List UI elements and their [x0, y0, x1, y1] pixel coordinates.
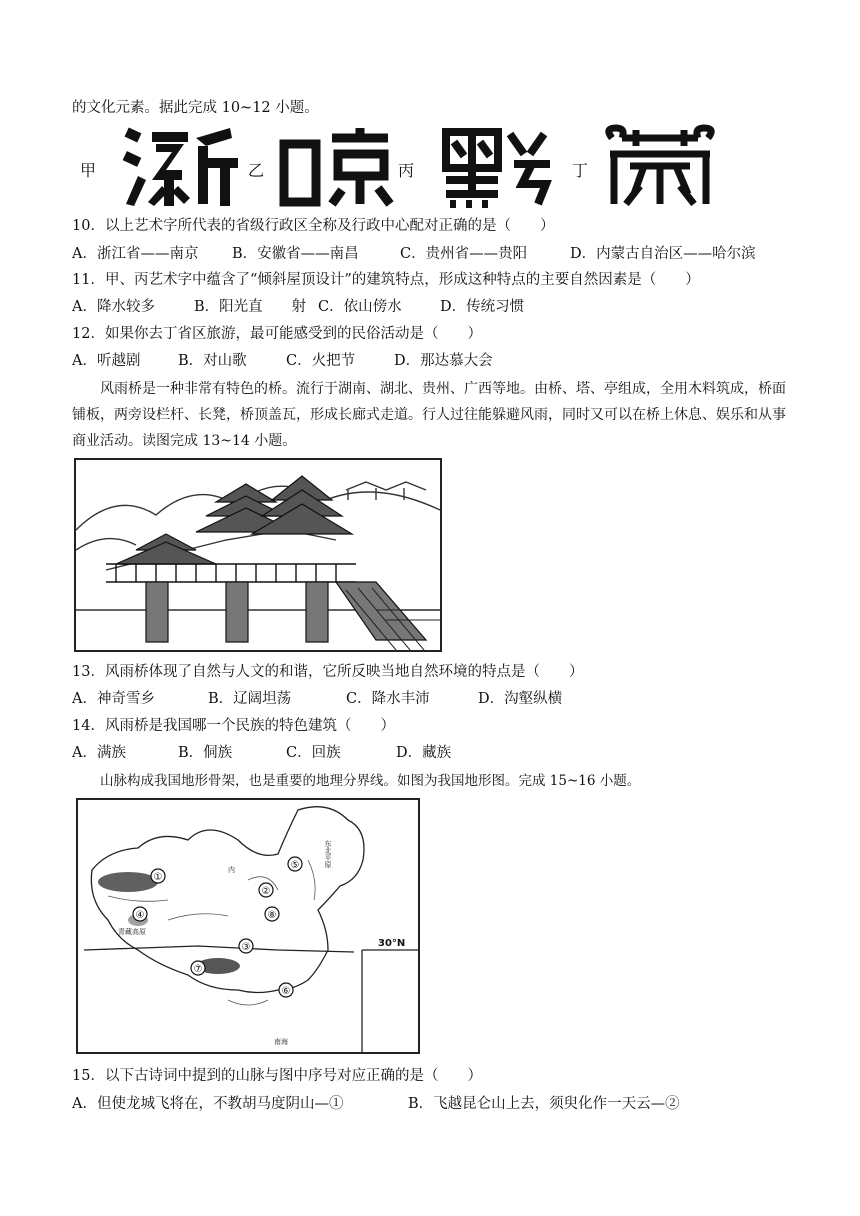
- latitude-30n-label: 30°N: [378, 938, 406, 949]
- q10-option-b[interactable]: B．安徽省——南昌: [232, 246, 359, 262]
- art-label-jia: 甲: [80, 161, 97, 180]
- q10-option-d[interactable]: D．内蒙古自治区——哈尔滨: [570, 246, 756, 262]
- art-label-yi: 乙: [248, 161, 265, 180]
- wind-rain-bridge-figure: [74, 458, 442, 652]
- q15-option-b[interactable]: B．飞越昆仑山上去，须臾化作一天云—②: [408, 1096, 680, 1112]
- art-label-bing: 丙: [398, 161, 415, 180]
- map-marker-2: ②: [261, 886, 271, 897]
- map-marker-1: ①: [153, 872, 163, 883]
- q13-option-c[interactable]: C．降水丰沛: [346, 691, 430, 707]
- map-label-northeast-plain: 东北平原: [324, 840, 332, 868]
- map-marker-3: ③: [241, 942, 251, 953]
- art-characters-figure: [72, 124, 712, 208]
- wan-art-character-image: [276, 124, 396, 208]
- q13-stem: 13．风雨桥体现了自然与人文的和谐，它所反映当地自然环境的特点是（ ）: [72, 664, 584, 680]
- q11-option-b[interactable]: B．阳光直 射: [194, 299, 307, 315]
- bridge-sketch-image: [76, 460, 440, 650]
- qian-art-character-image: [440, 124, 560, 208]
- q15-option-a[interactable]: A．但使龙城飞将在，不教胡马度阴山—①: [72, 1096, 344, 1112]
- q12-option-d[interactable]: D．那达慕大会: [394, 353, 493, 369]
- q15-stem: 15．以下古诗词中提到的山脉与图中序号对应正确的是（ ）: [72, 1068, 482, 1084]
- q10-option-c[interactable]: C．贵州省——贵阳: [400, 246, 528, 262]
- map-label-qinghai-tibet: 青藏高原: [118, 928, 146, 936]
- q14-option-c[interactable]: C．回族: [286, 745, 341, 761]
- zhe-art-character-image: [122, 124, 242, 208]
- q12-stem: 12．如果你去丁省区旅游，最可能感受到的民俗活动是（ ）: [72, 326, 482, 342]
- map-label-south-sea: 南海: [274, 1038, 288, 1046]
- q14-option-d[interactable]: D．藏族: [396, 745, 452, 761]
- q11-stem: 11．甲、丙艺术字中蕴含了“倾斜屋顶设计”的建筑特点，形成这种特点的主要自然因素是（ ）: [72, 272, 700, 288]
- q11-option-a[interactable]: A．降水较多: [72, 299, 155, 315]
- q12-option-b[interactable]: B．对山歌: [178, 353, 247, 369]
- q10-option-a[interactable]: A．浙江省——南京: [72, 246, 199, 262]
- q10-stem: 10．以上艺术字所代表的省级行政区全称及行政中心配对正确的是（ ）: [72, 218, 555, 234]
- bridge-paragraph: 风雨桥是一种非常有特色的桥。流行于湖南、湖北、贵州、广西等地。由桥、塔、亭组成，全用木料筑成，桥面铺板，两旁设栏杆、长凳，桥顶盖瓦，形成长廊式走道。行人过往能躲避风雨，同时又可以在桥上休息、娱乐和从事商业活动。读图完成 13~14 小题。: [72, 381, 786, 449]
- q13-option-b[interactable]: B．辽阔坦荡: [208, 691, 292, 707]
- map-marker-6: ⑥: [281, 986, 291, 997]
- q13-option-d[interactable]: D．沟壑纵横: [478, 691, 563, 707]
- china-terrain-map-figure: [76, 798, 420, 1054]
- map-marker-8: ⑧: [267, 910, 277, 921]
- china-terrain-map-image: [78, 800, 418, 1052]
- q14-option-a[interactable]: A．满族: [72, 745, 126, 761]
- map-marker-5: ⑤: [290, 860, 300, 871]
- q12-option-c[interactable]: C．火把节: [286, 353, 356, 369]
- map-marker-7: ⑦: [193, 964, 203, 975]
- q12-option-a[interactable]: A．听越剧: [72, 353, 141, 369]
- mountains-paragraph: 山脉构成我国地形骨架，也是重要的地理分界线。如图为我国地形图。完成 15~16 小题。: [100, 773, 641, 789]
- q14-stem: 14．风雨桥是我国哪一个民族的特色建筑（ ）: [72, 718, 395, 734]
- map-marker-4: ④: [135, 910, 145, 921]
- art-label-ding: 丁: [572, 161, 589, 180]
- meng-art-character-image: [600, 124, 720, 208]
- map-label-nei: 内: [228, 866, 235, 874]
- q11-option-c[interactable]: C．依山傍水: [318, 299, 402, 315]
- intro-text: 的文化元素。据此完成 10~12 小题。: [72, 100, 319, 116]
- q13-option-a[interactable]: A．神奇雪乡: [72, 691, 155, 707]
- q14-option-b[interactable]: B．侗族: [178, 745, 233, 761]
- q11-option-d[interactable]: D．传统习惯: [440, 299, 525, 315]
